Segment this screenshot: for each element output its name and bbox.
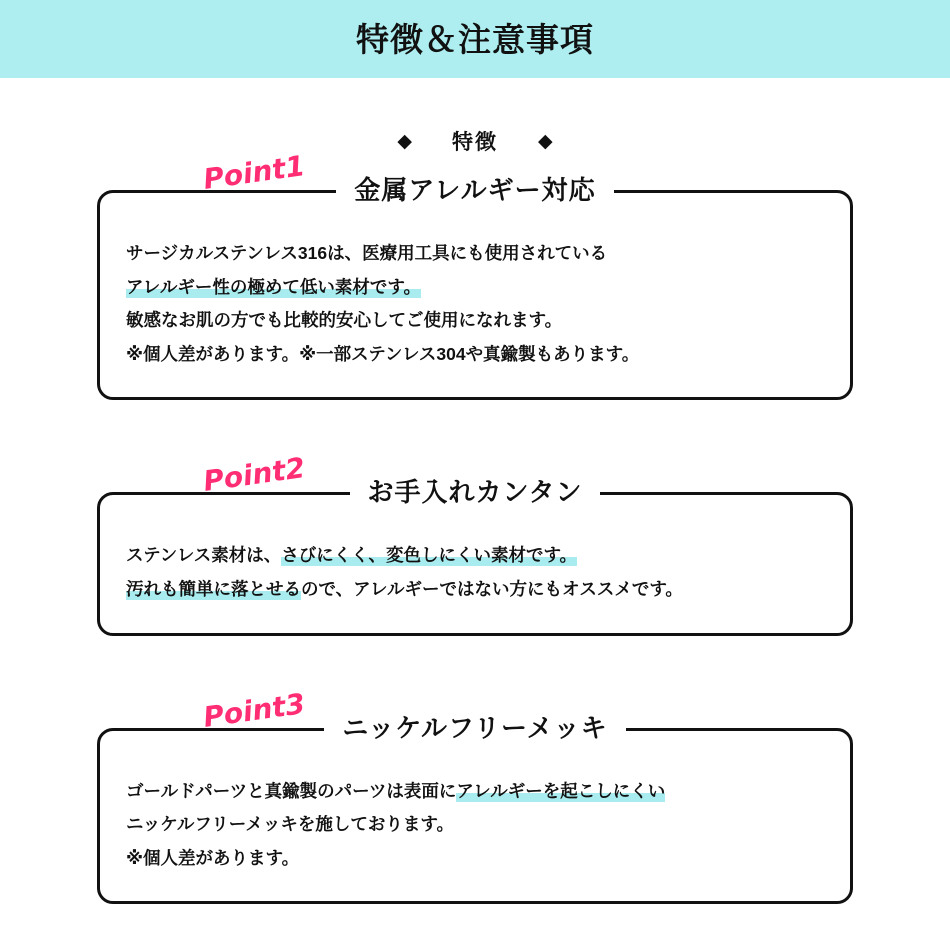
text-segment: サージカルステンレス316は、医療用工具にも使用されている xyxy=(126,243,608,263)
point-card-line xyxy=(126,573,824,607)
point-card xyxy=(97,175,853,400)
point-card-line xyxy=(126,808,824,842)
point-card-line xyxy=(126,539,824,573)
text-segment: ゴールドパーツと真鍮製のパーツは表面に xyxy=(126,780,457,801)
points-list xyxy=(0,149,950,904)
point-badge: Point3 xyxy=(201,686,307,734)
text-segment: ※個人差があります。※一部ステンレス304や真鍮製もあります。 xyxy=(126,343,640,364)
point-block xyxy=(97,451,853,635)
point-card-line xyxy=(126,842,824,876)
highlighted-text-segment: アレルギー性の極めて低い素材です。 xyxy=(126,276,421,297)
point-card-title: 金属アレルギー対応 xyxy=(336,176,613,205)
section-heading xyxy=(0,126,950,156)
point-card-body xyxy=(126,237,824,371)
text-segment: 敏感なお肌の方でも比較的安心してご使用になれます。 xyxy=(126,310,563,331)
point-card-title: お手入れカンタン xyxy=(350,478,601,507)
highlighted-text-segment: さびにくく、変色しにくい素材です。 xyxy=(281,545,578,566)
diamond-left-icon: ◆ xyxy=(397,130,412,152)
point-badge: Point2 xyxy=(201,451,307,499)
point-card-title: ニッケルフリーメッキ xyxy=(324,714,625,743)
text-segment: ステンレス素材は、 xyxy=(126,545,282,566)
header-banner xyxy=(0,0,950,78)
point-block xyxy=(97,149,853,400)
point-card-line xyxy=(126,271,824,305)
page-title: 特徴＆注意事項 xyxy=(356,20,594,58)
point-card-line xyxy=(126,304,824,338)
text-segment: ので、アレルギーではない方にもオススメです。 xyxy=(301,578,683,599)
point-card-body xyxy=(126,539,824,606)
point-card-line xyxy=(126,338,824,372)
highlighted-text-segment: アレルギーを起こしにくい xyxy=(456,780,666,801)
point-block xyxy=(97,686,853,905)
point-card xyxy=(97,712,853,905)
point-card-line xyxy=(126,775,824,809)
highlighted-text-segment: 汚れも簡単に落とせる xyxy=(126,578,301,599)
point-card xyxy=(97,477,853,635)
text-segment: ニッケルフリーメッキを施しております。 xyxy=(126,814,454,835)
text-segment: ※個人差があります。 xyxy=(126,847,300,868)
diamond-right-icon: ◆ xyxy=(538,130,553,152)
point-badge: Point1 xyxy=(201,149,307,196)
point-card-body xyxy=(126,775,824,876)
point-card-line xyxy=(126,237,824,271)
section-heading-label: 特徴 xyxy=(452,131,498,154)
